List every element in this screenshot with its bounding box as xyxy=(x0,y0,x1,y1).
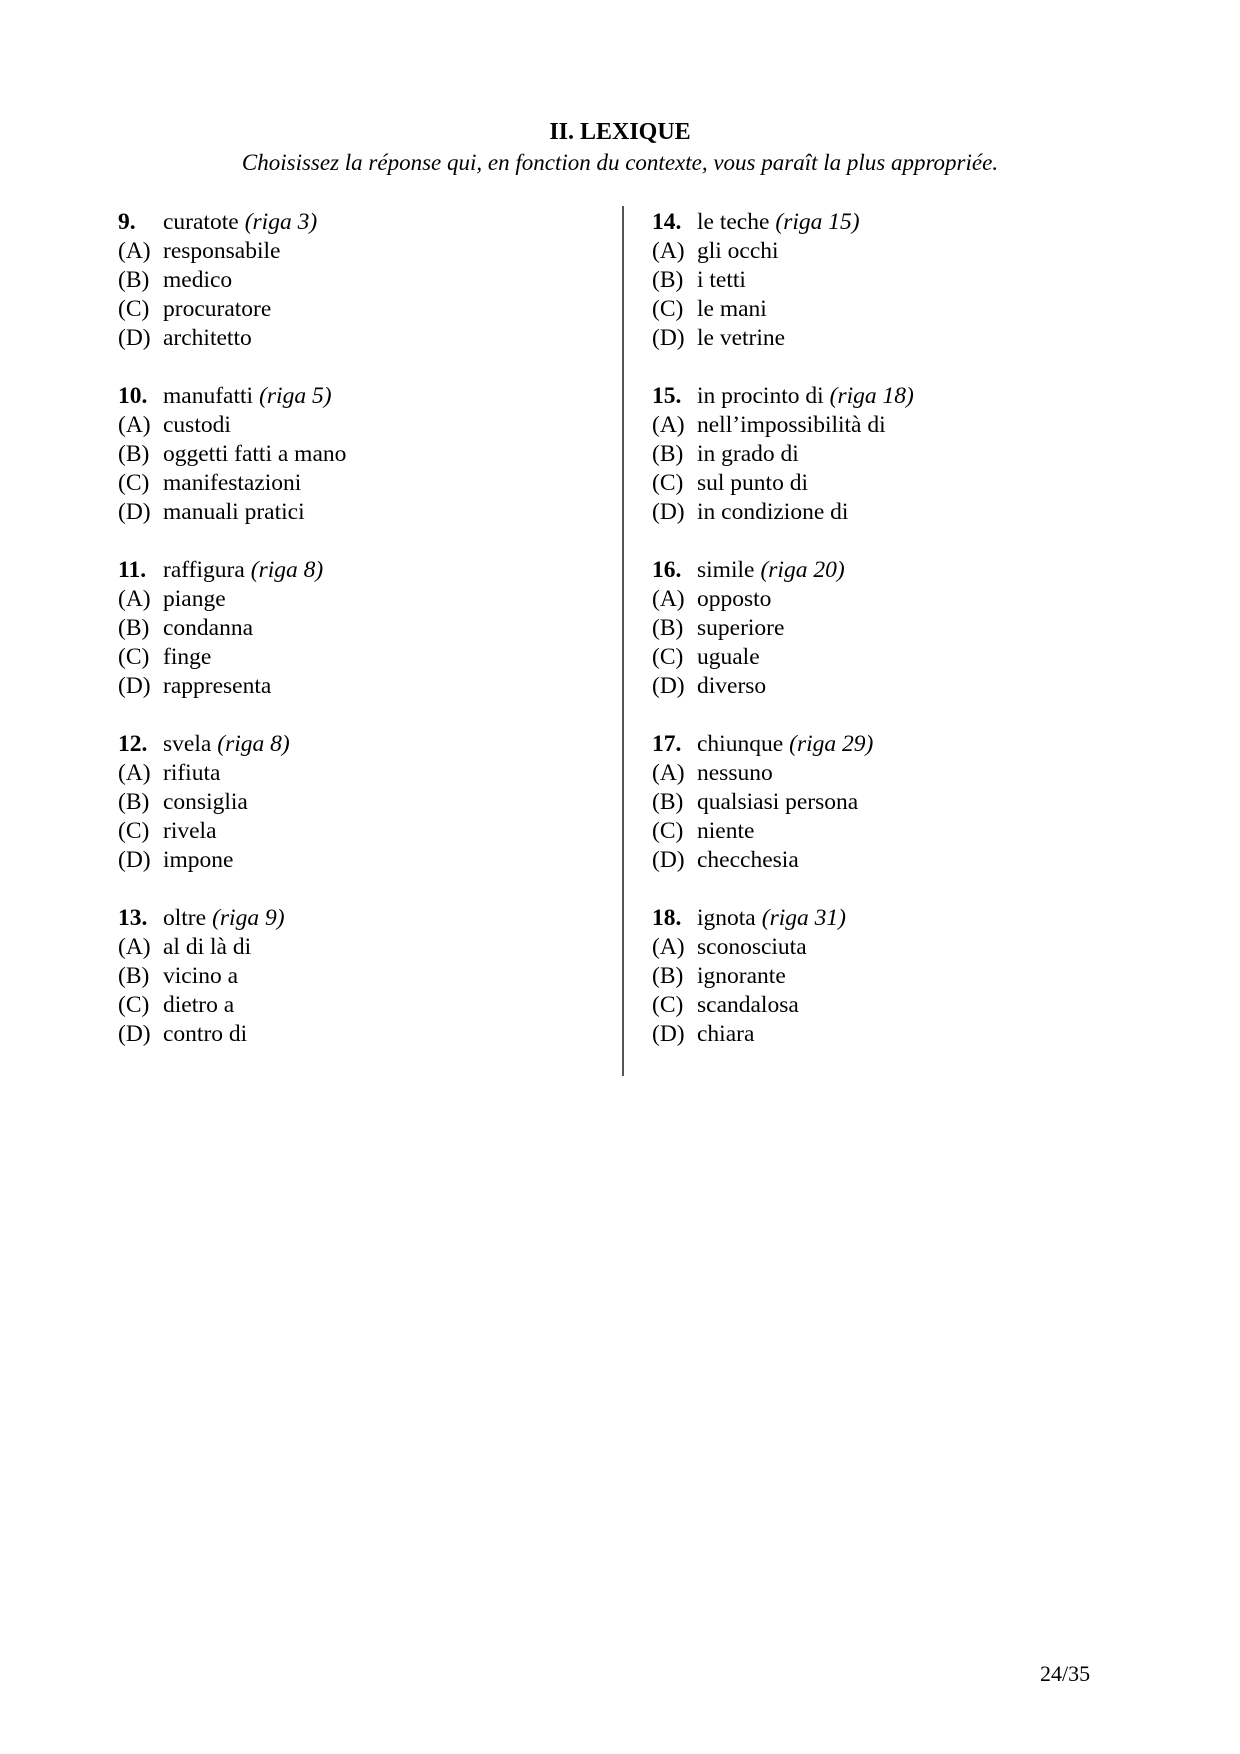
question xyxy=(118,382,598,527)
option-letter: (A) xyxy=(652,934,685,960)
question-stem xyxy=(652,382,1132,411)
option-letter: (C) xyxy=(652,818,684,844)
line-reference: (riga 5) xyxy=(259,383,332,409)
option-d[interactable] xyxy=(118,1020,598,1049)
option-d[interactable] xyxy=(118,324,598,353)
line-reference: (riga 8) xyxy=(217,731,290,757)
option-c[interactable] xyxy=(652,817,1132,846)
section-title: II. LEXIQUE xyxy=(549,119,691,145)
option-letter: (B) xyxy=(652,267,684,293)
option-d[interactable] xyxy=(118,846,598,875)
option-d[interactable] xyxy=(652,846,1132,875)
question xyxy=(652,904,1132,1049)
option-letter: (B) xyxy=(118,615,150,641)
option-a[interactable] xyxy=(652,585,1132,614)
question-word: curatote xyxy=(163,209,239,235)
question xyxy=(118,904,598,1049)
question-word: raffigura xyxy=(163,557,245,583)
option-text: rappresenta xyxy=(163,673,272,699)
option-letter: (A) xyxy=(118,412,151,438)
option-text: piange xyxy=(163,586,226,612)
option-a[interactable] xyxy=(118,411,598,440)
option-d[interactable] xyxy=(118,672,598,701)
option-a[interactable] xyxy=(118,933,598,962)
question-word: chiunque xyxy=(697,731,784,757)
option-letter: (D) xyxy=(118,847,151,873)
right-column xyxy=(652,208,1132,1078)
line-reference: (riga 18) xyxy=(829,383,914,409)
question xyxy=(118,730,598,875)
option-letter: (B) xyxy=(118,441,150,467)
option-text: gli occhi xyxy=(697,238,779,264)
question-number: 13. xyxy=(118,905,148,931)
left-column xyxy=(118,208,598,1078)
option-letter: (B) xyxy=(652,441,684,467)
line-reference: (riga 9) xyxy=(212,905,285,931)
option-b[interactable] xyxy=(118,962,598,991)
option-c[interactable] xyxy=(652,991,1132,1020)
option-a[interactable] xyxy=(118,759,598,788)
option-b[interactable] xyxy=(118,266,598,295)
option-text: le vetrine xyxy=(697,325,786,351)
option-text: i tetti xyxy=(697,267,746,293)
option-text: nessuno xyxy=(697,760,773,786)
question xyxy=(118,556,598,701)
option-text: contro di xyxy=(163,1021,248,1047)
question xyxy=(652,730,1132,875)
page-number: 24/35 xyxy=(1040,1661,1091,1686)
option-letter: (A) xyxy=(652,586,685,612)
option-letter: (C) xyxy=(118,644,150,670)
question-number: 18. xyxy=(652,905,682,931)
option-letter: (D) xyxy=(118,325,151,351)
question-number: 15. xyxy=(652,383,682,409)
question-stem xyxy=(652,208,1132,237)
option-text: oggetti fatti a mano xyxy=(163,441,347,467)
option-text: opposto xyxy=(697,586,772,612)
option-text: manuali pratici xyxy=(163,499,305,525)
question-word: manufatti xyxy=(163,383,254,409)
option-letter: (C) xyxy=(118,992,150,1018)
question-stem xyxy=(118,382,598,411)
question-word: svela xyxy=(163,731,212,757)
option-letter: (C) xyxy=(652,470,684,496)
question-word: in procinto di xyxy=(697,383,824,409)
option-text: rivela xyxy=(163,818,217,844)
question-number: 12. xyxy=(118,731,148,757)
question xyxy=(652,208,1132,353)
question-number: 10. xyxy=(118,383,148,409)
option-text: custodi xyxy=(163,412,231,438)
question-word: oltre xyxy=(163,905,207,931)
option-text: procuratore xyxy=(163,296,272,322)
question-number: 17. xyxy=(652,731,682,757)
option-text: le mani xyxy=(697,296,767,322)
option-text: dietro a xyxy=(163,992,235,1018)
option-text: niente xyxy=(697,818,755,844)
option-c[interactable] xyxy=(118,469,598,498)
option-letter: (D) xyxy=(652,1021,685,1047)
option-a[interactable] xyxy=(652,933,1132,962)
question-number: 14. xyxy=(652,209,682,235)
option-letter: (D) xyxy=(652,847,685,873)
option-d[interactable] xyxy=(652,498,1132,527)
question-word: simile xyxy=(697,557,755,583)
option-text: ignorante xyxy=(697,963,786,989)
section-header xyxy=(0,117,1240,179)
option-a[interactable] xyxy=(118,585,598,614)
option-text: chiara xyxy=(697,1021,755,1047)
question-number: 11. xyxy=(118,557,147,583)
option-letter: (D) xyxy=(652,325,685,351)
option-letter: (B) xyxy=(118,267,150,293)
option-letter: (B) xyxy=(652,615,684,641)
option-b[interactable] xyxy=(118,440,598,469)
option-b[interactable] xyxy=(652,614,1132,643)
question-word: ignota xyxy=(697,905,756,931)
option-text: nell’impossibilità di xyxy=(697,412,886,438)
option-b[interactable] xyxy=(118,788,598,817)
option-c[interactable] xyxy=(652,643,1132,672)
option-letter: (C) xyxy=(652,992,684,1018)
option-letter: (A) xyxy=(652,238,685,264)
option-letter: (D) xyxy=(118,1021,151,1047)
option-text: superiore xyxy=(697,615,785,641)
option-a[interactable] xyxy=(652,411,1132,440)
option-b[interactable] xyxy=(652,788,1132,817)
option-letter: (C) xyxy=(118,470,150,496)
option-a[interactable] xyxy=(652,759,1132,788)
option-text: diverso xyxy=(697,673,767,699)
question-stem xyxy=(118,556,598,585)
option-c[interactable] xyxy=(652,295,1132,324)
column-divider xyxy=(622,206,624,1076)
question xyxy=(652,556,1132,701)
option-letter: (C) xyxy=(118,818,150,844)
option-text: finge xyxy=(163,644,212,670)
option-text: qualsiasi persona xyxy=(697,789,859,815)
option-text: rifiuta xyxy=(163,760,221,786)
option-letter: (D) xyxy=(118,673,151,699)
option-c[interactable] xyxy=(118,643,598,672)
option-letter: (D) xyxy=(652,673,685,699)
option-letter: (B) xyxy=(118,963,150,989)
option-text: in condizione di xyxy=(697,499,849,525)
option-text: in grado di xyxy=(697,441,799,467)
option-text: impone xyxy=(163,847,234,873)
question xyxy=(652,382,1132,527)
option-text: responsabile xyxy=(163,238,281,264)
option-text: al di là di xyxy=(163,934,252,960)
option-text: architetto xyxy=(163,325,252,351)
option-letter: (B) xyxy=(118,789,150,815)
option-letter: (A) xyxy=(118,760,151,786)
option-c[interactable] xyxy=(652,469,1132,498)
option-letter: (C) xyxy=(652,296,684,322)
option-c[interactable] xyxy=(118,817,598,846)
line-reference: (riga 8) xyxy=(250,557,324,583)
option-letter: (D) xyxy=(652,499,685,525)
option-c[interactable] xyxy=(118,295,598,324)
question-stem xyxy=(652,904,1132,933)
line-reference: (riga 29) xyxy=(789,731,874,757)
question-word: le teche xyxy=(697,209,770,235)
option-letter: (A) xyxy=(652,760,685,786)
option-letter: (A) xyxy=(118,238,151,264)
line-reference: (riga 20) xyxy=(760,557,845,583)
option-d[interactable] xyxy=(652,672,1132,701)
option-letter: (A) xyxy=(652,412,685,438)
option-a[interactable] xyxy=(118,237,598,266)
question-number: 16. xyxy=(652,557,682,583)
option-d[interactable] xyxy=(652,324,1132,353)
question xyxy=(118,208,598,353)
option-letter: (C) xyxy=(118,296,150,322)
option-d[interactable] xyxy=(652,1020,1132,1049)
question-stem xyxy=(652,556,1132,585)
question-stem xyxy=(118,730,598,759)
line-reference: (riga 31) xyxy=(761,905,846,931)
option-text: sconosciuta xyxy=(697,934,807,960)
question-stem xyxy=(652,730,1132,759)
question-stem xyxy=(118,208,598,237)
option-text: checchesia xyxy=(697,847,799,873)
option-text: condanna xyxy=(163,615,254,641)
option-text: medico xyxy=(163,267,233,293)
option-text: uguale xyxy=(697,644,760,670)
option-a[interactable] xyxy=(652,237,1132,266)
option-d[interactable] xyxy=(118,498,598,527)
option-text: consiglia xyxy=(163,789,248,815)
question-stem xyxy=(118,904,598,933)
option-text: manifestazioni xyxy=(163,470,302,496)
option-letter: (A) xyxy=(118,586,151,612)
line-reference: (riga 3) xyxy=(244,209,318,235)
option-b[interactable] xyxy=(652,266,1132,295)
option-letter: (A) xyxy=(118,934,151,960)
option-letter: (B) xyxy=(652,963,684,989)
option-text: vicino a xyxy=(163,963,239,989)
option-text: sul punto di xyxy=(697,470,808,496)
option-text: scandalosa xyxy=(697,992,799,1018)
option-b[interactable] xyxy=(118,614,598,643)
section-instructions: Choisissez la réponse qui, en fonction du contexte, vous paraît la plus appropriée. xyxy=(241,150,999,175)
option-letter: (D) xyxy=(118,499,151,525)
question-number: 9. xyxy=(118,209,136,235)
option-letter: (B) xyxy=(652,789,684,815)
option-b[interactable] xyxy=(652,962,1132,991)
option-letter: (C) xyxy=(652,644,684,670)
option-b[interactable] xyxy=(652,440,1132,469)
option-c[interactable] xyxy=(118,991,598,1020)
line-reference: (riga 15) xyxy=(775,209,860,235)
